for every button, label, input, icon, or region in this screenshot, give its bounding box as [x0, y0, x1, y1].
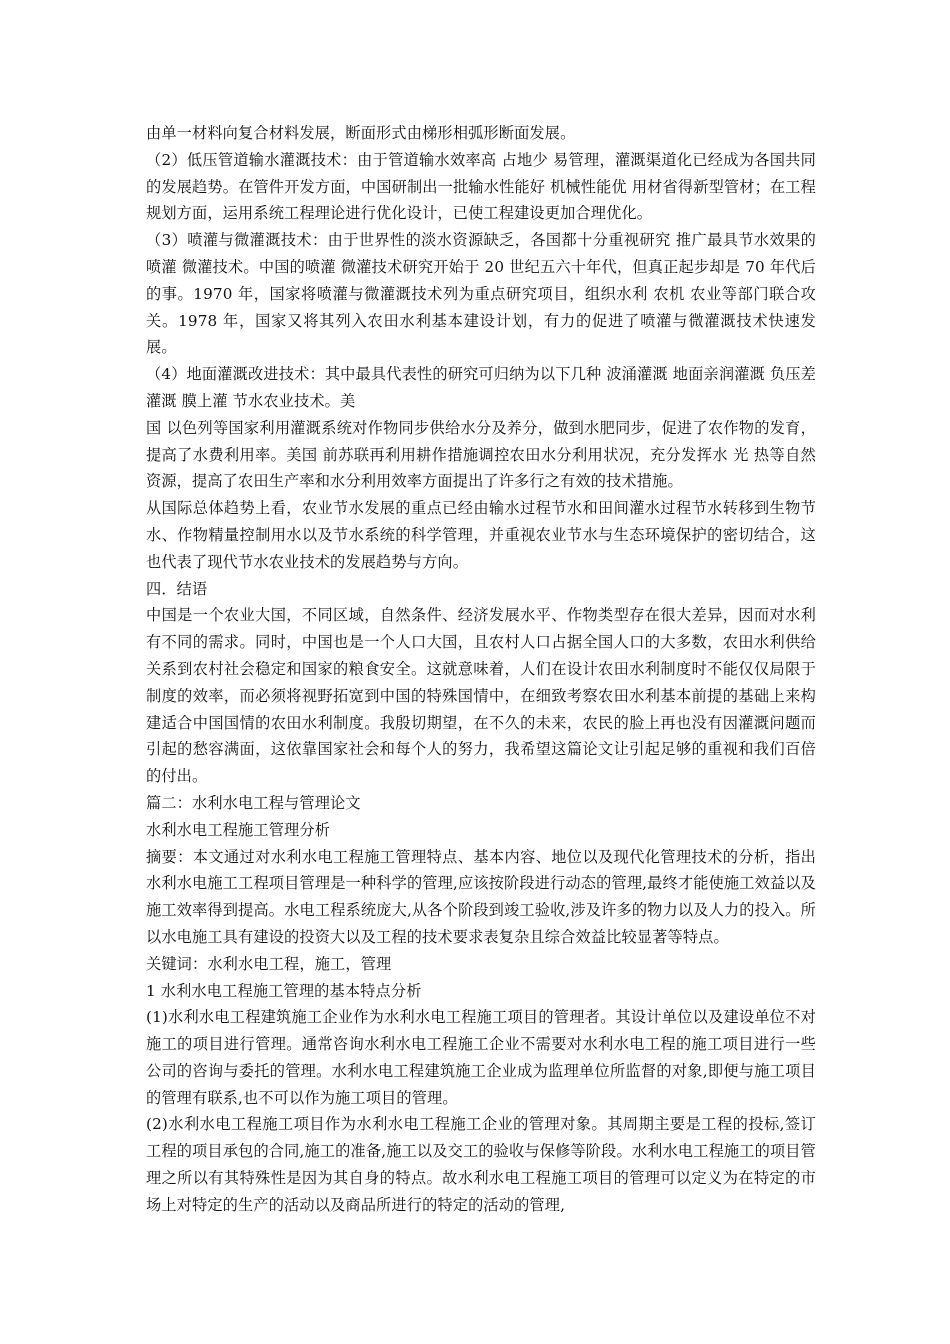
paragraph-keywords: 关键词：水利水电工程，施工，管理	[146, 954, 392, 973]
paragraph-surface-irrigation: （4）地面灌溉改进技术：其中最具代表性的研究可归纳为以下几种 波涌灌溉 地面亲润灌溉 负压差灌溉 膜上灌 节水农业技术。美	[146, 365, 816, 410]
paragraph-israel-usa: 国 以色列等国家利用灌溉系统对作物同步供给水分及养分，做到水肥同步，促进了农作物的发育，提高了水费利用率。美国 前苏联再利用耕作措施调控农田水分利用状况，充分发挥水 光 热等自然资源，提高了农田生产率和水分利用效率方面提出了许多行之有效的技术措施。	[146, 418, 816, 491]
section-heading-basic-features: 1 水利水电工程施工管理的基本特点分析	[146, 981, 422, 1000]
paragraph-low-pressure-pipe: （2）低压管道输水灌溉技术：由于管道输水效率高 占地少 易管理，灌溉渠道化已经成为各国共同的发展趋势。在管件开发方面，中国研制出一批输水性能好 机械性能优 用材省得新型管材；在工程规划方面，运用系统工程理论进行优化设计，已使工程建设更加合理优化。	[146, 150, 816, 223]
article-subtitle: 水利水电工程施工管理分析	[146, 820, 331, 839]
section-heading-conclusion: 四．结语	[146, 579, 208, 598]
paragraph-conclusion: 中国是一个农业大国，不同区域，自然条件、经济发展水平、作物类型存在很大差异，因而对水利有不同的需求。同时，中国也是一个人口大国，且农村人口占据全国人口的大多数，农田水利供给关系到农村社会稳定和国家的粮食安全。这就意味着，人们在设计农田水利制度时不能仅仅局限于制度的效率，而必须将视野拓宽到中国的特殊国情中，在细致考察农田水利基本前提的基础上来构建适合中国国情的农田水利制度。我殷切期望，在不久的未来，农民的脸上再也没有因灌溉问题而引起的愁容满面，这依靠国家社会和每个人的努力，我希望这篇论文让引起足够的重视和我们百倍的付出。	[146, 606, 816, 786]
paragraph-composite-material: 由单一材料向复合材料发展，断面形式由梯形相弧形断面发展。	[146, 124, 576, 142]
article-title-part-two: 篇二：水利水电工程与管理论文	[146, 793, 361, 812]
paragraph-feature-2: (2)水利水电工程施工项目作为水利水电工程施工企业的管理对象。其周期主要是工程的投标,签订工程的项目承包的合同,施工的准备,施工以及交工的验收与保修等阶段。水利水电工程施工的项目管理之所以有其特殊性是因为其自身的特点。故水利水电工程施工项目的管理可以定义为在特定的市场上对特定的生产的活动以及商品所进行的特定的活动的管理,	[146, 1115, 816, 1214]
paragraph-international-trend: 从国际总体趋势上看，农业节水发展的重点已经由输水过程节水和田间灌水过程节水转移到生物节水、作物精量控制用水以及节水系统的科学管理，并重视农业节水与生态环境保护的密切结合，这也代表了现代节水农业技术的发展趋势与方向。	[146, 499, 816, 571]
paragraph-sprinkler-micro-irrigation: （3）喷灌与微灌溉技术：由于世界性的淡水资源缺乏，各国都十分重视研究 推广最具节水效果的喷灌 微灌技术。中国的喷灌 微灌技术研究开始于 20 世纪五六十年代，但真正起步却是 70 年代后的事。1970 年，国家将喷灌与微灌溉技术列为重点研究项目，组织水利 农机 农业等部门联合攻关。1978 年，国家又将其列入农田水利基本建设计划，有力的促进了喷灌与微灌溉技术快速发展。	[146, 231, 816, 357]
paragraph-abstract: 摘要：本文通过对水利水电工程施工管理特点、基本内容、地位以及现代化管理技术的分析，指出水利水电施工工程项目管理是一种科学的管理,应该按阶段进行动态的管理,最终才能使施工效益以及施工效率得到提高。水电工程系统庞大,从各个阶段到竣工验收,涉及许多的物力以及人力的投入。所以水电施工具有建设的投资大以及工程的技术要求表复杂且综合效益比较显著等特点。	[146, 847, 816, 946]
paragraph-feature-1: (1)水利水电工程建筑施工企业作为水利水电工程施工项目的管理者。其设计单位以及建设单位不对施工的项目进行管理。通常咨询水利水电工程施工企业不需要对水利水电工程的施工项目进行一些公司的咨询与委托的管理。水利水电工程建筑施工企业成为监理单位所监督的对象,即便与施工项目的管理有联系,也不可以作为施工项目的管理。	[146, 1008, 816, 1107]
document-page	[146, 120, 816, 1219]
